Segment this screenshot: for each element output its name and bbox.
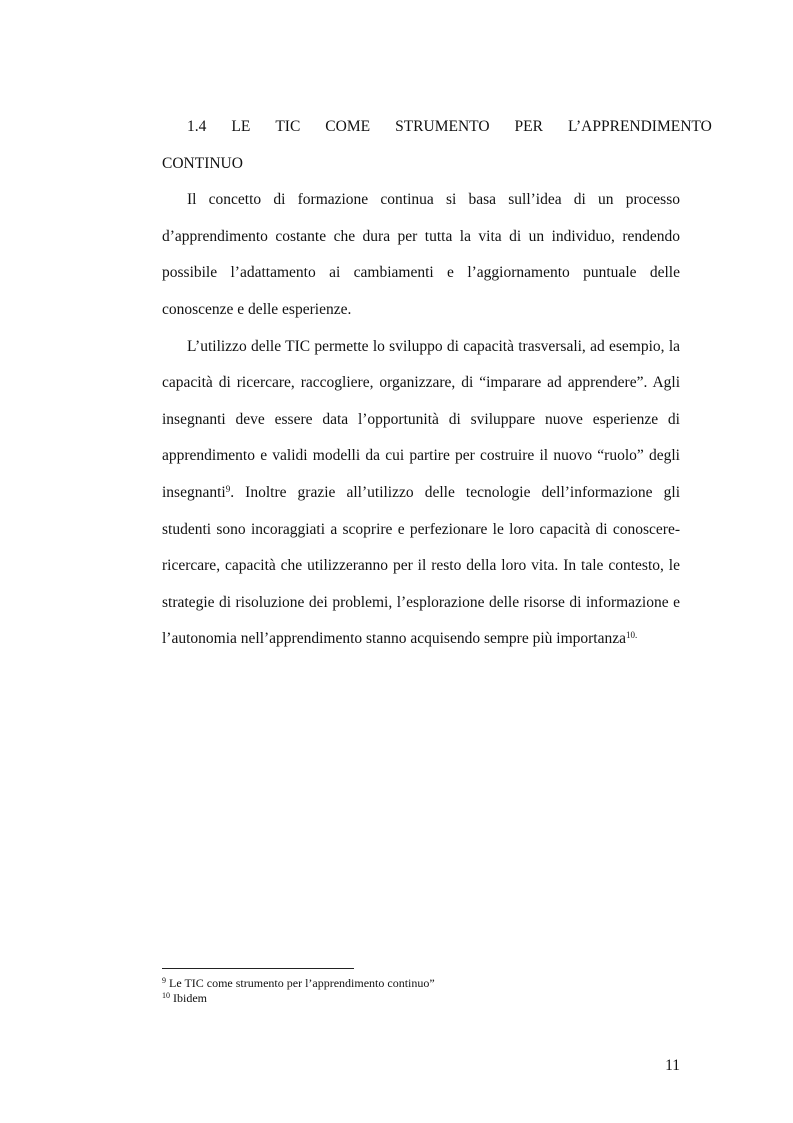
page-number: 11 xyxy=(665,1057,680,1074)
paragraph-2 xyxy=(162,329,680,658)
section-title-word: TIC xyxy=(275,118,301,135)
footnote-9 xyxy=(162,976,680,991)
section-title-rest: CONTINUO xyxy=(162,154,243,172)
paragraph-1: Il concetto di formazione continua si basa sull’idea di un processo d’apprendimento costante che dura per tutta la vita di un individuo, rendendo possibile l’adattamento ai cambiamenti e l’aggiornamento puntuale delle conoscenze e delle esperienze. xyxy=(162,191,680,318)
footnote-separator xyxy=(162,968,354,969)
footnote-mark: 10 xyxy=(162,991,170,1000)
paragraph-2-text-a: L’utilizzo delle TIC permette lo sviluppo di capacità trasversali, ad esempio, la capacità di ricercare, raccogliere, organizzare, di “imparare ad apprendere”. Agli insegnanti deve essere data l’opportunità di sviluppare nuove esperienze di apprendimento e validi modelli da cui partire per costruire il nuovo “ruolo” degli insegnanti xyxy=(162,337,680,501)
footnote-ref-10: 10. xyxy=(626,630,638,641)
paragraph-2-text-b: . Inoltre grazie all’utilizzo delle tecnologie dell’informazione gli studenti sono incoraggiati a scoprire e perfezionare le loro capacità di conoscere-ricercare, capacità che utilizzeranno per il resto della loro vita. In tale contesto, le strategie di risoluzione dei problemi, l’esplorazione delle risorse di informazione e l’autonomia nell’apprendimento stanno acquisendo sempre più importanza xyxy=(162,483,680,648)
section-title-word: COME xyxy=(325,118,371,135)
section-heading xyxy=(162,109,712,182)
section-heading-line xyxy=(162,109,712,146)
section-number: 1.4 xyxy=(187,118,207,135)
section-title-word: STRUMENTO xyxy=(395,118,490,135)
section-title-word: L’APPRENDIMENTO xyxy=(567,118,712,135)
footnotes xyxy=(162,976,680,1006)
section-title-word: PER xyxy=(514,118,543,135)
section-title-word: LE xyxy=(231,118,251,135)
footnote-text: Le TIC come strumento per l’apprendimento continuo” xyxy=(169,976,435,990)
footnote-mark: 9 xyxy=(162,976,166,985)
main-text xyxy=(162,109,712,658)
footnote-10 xyxy=(162,991,680,1006)
footnote-ref-9: 9 xyxy=(225,483,231,494)
footnote-text: Ibidem xyxy=(173,991,207,1005)
